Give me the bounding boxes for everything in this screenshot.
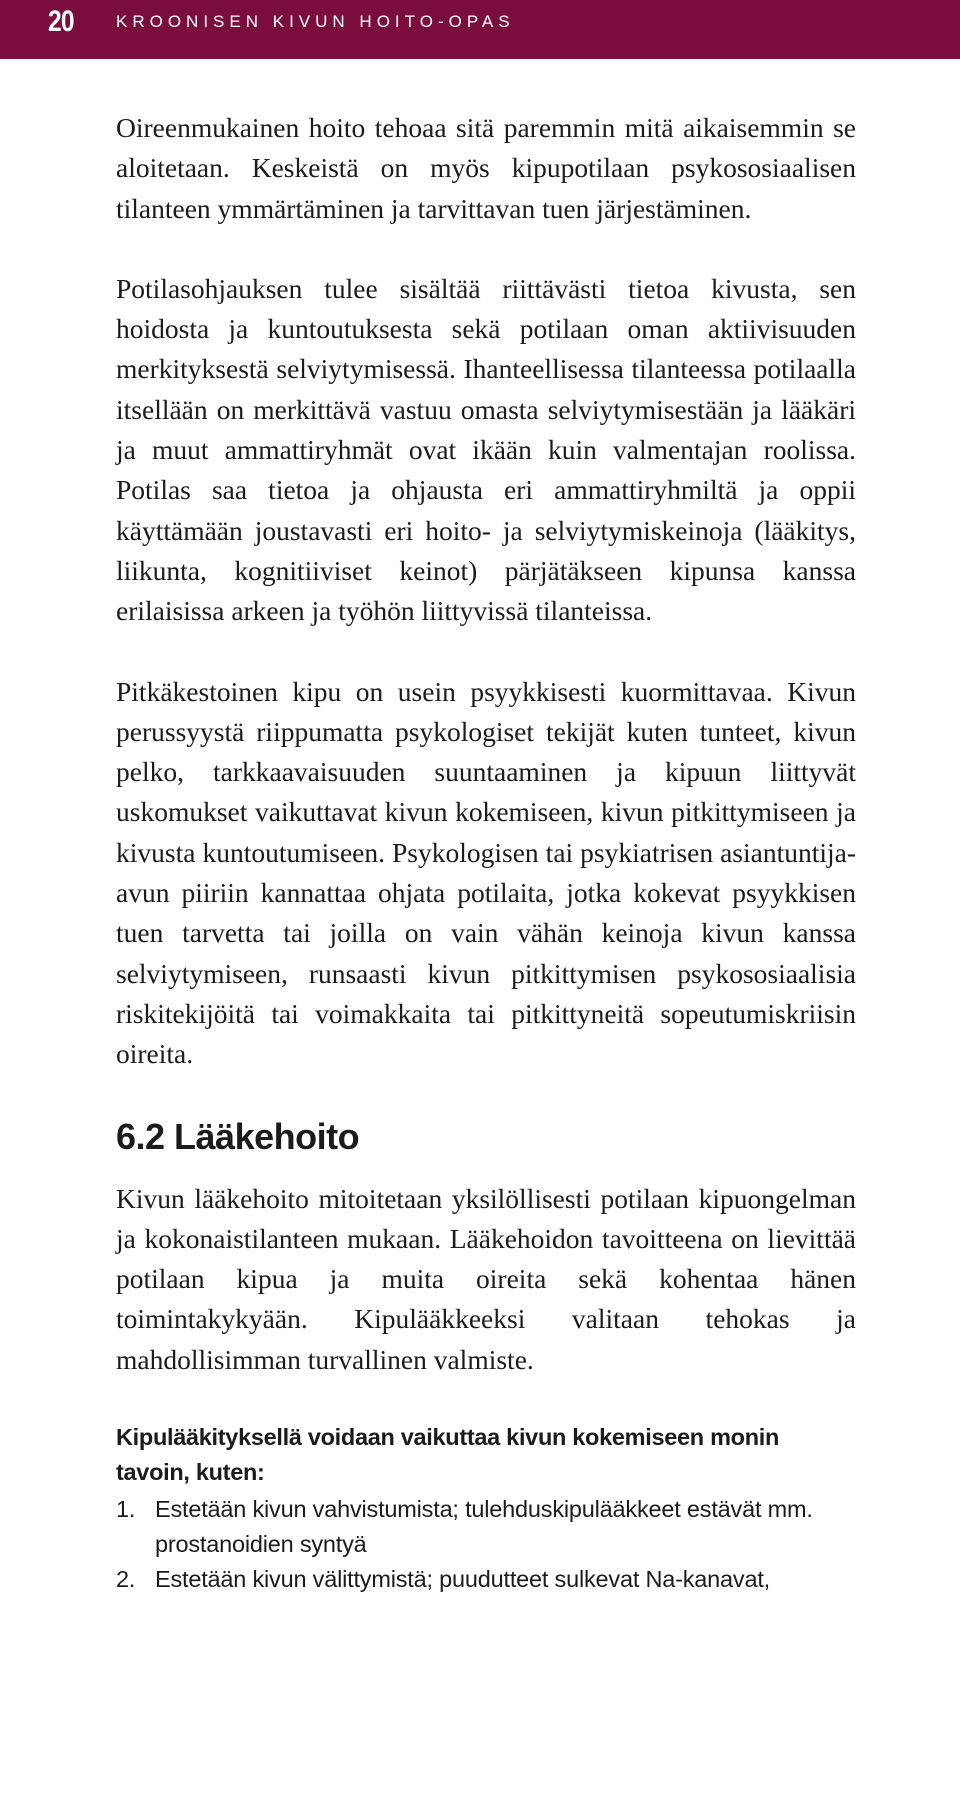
section-heading: 6.2 Lääkehoito (116, 1115, 360, 1157)
page-content (116, 108, 856, 1597)
list-item-text: Estetään kivun välittymistä; puudutteet sulkevat Na-kanavat, (155, 1566, 770, 1593)
section-paragraph: Kivun lääkehoito mitoitetaan yksilöllisesti potilaan kipuongelman ja kokonaistilanteen mukaan. Lääkehoidon tavoitteena on lievittää potilaan kipua ja muita oireita sekä kohentaa hänen toimintakykyään. Kipulääkkeeksi valitaan tehokas ja mahdollisimman turvallinen valmiste. (116, 1182, 856, 1375)
body-paragraph: Pitkäkestoinen kipu on usein psyykkisesti kuormittavaa. Kivun perussyystä riippumatta psykologiset tekijät kuten tunteet, kivun pelko, tarkkaavaisuuden suuntaaminen ja kipuun liittyvät uskomukset vaikuttavat kivun kokemiseen, kivun pitkittymiseen ja kivusta kuntoutumiseen. Psykologisen tai psykiatrisen asiantuntija-avun piiriin kannattaa ohjata potilaita, jotka kokevat psyykkisen tuen tarvetta tai joilla on vain vähän keinoja kivun kanssa selviytymiseen, runsaasti kivun pitkittymisen psykososiaalisia riskitekijöitä tai voimakkaita tai pitkittyneitä sopeutumiskriisin oireita. (116, 675, 856, 1070)
numbered-list (116, 1492, 856, 1597)
body-paragraph: Oireenmukainen hoito tehoaa sitä paremmin mitä aikaisemmin se aloitetaan. Keskeistä on myös kipupotilaan psykososiaalisen tilanteen ymmärtäminen ja tarvittavan tuen järjestäminen. (116, 112, 856, 224)
list-item-number: 2. (116, 1566, 136, 1593)
list-item-text: Estetään kivun vahvistumista; tulehduskipulääkkeet estävät mm. prostanoidien syntyä (155, 1496, 813, 1558)
list-intro: Kipulääkityksellä voidaan vaikuttaa kivun kokemiseen monin tavoin, kuten: (116, 1424, 780, 1486)
list-item (116, 1562, 856, 1597)
page-number: 20 (48, 5, 74, 38)
body-paragraph: Potilasohjauksen tulee sisältää riittävästi tietoa kivusta, sen hoidosta ja kuntoutuksesta sekä potilaan oman aktiivisuuden merkityksestä selviytymisessä. Ihanteellisessa tilanteessa potilaalla itsellään on merkittävä vastuu omasta selviytymisestään ja lääkäri ja muut ammattiryhmät ovat ikään kuin valmentajan roolissa. Potilas saa tietoa ja ohjausta eri ammattiryhmiltä ja oppii käyttämään joustavasti eri hoito- ja selviytymiskeinoja (lääkitys, liikunta, kognitiiviset keinot) pärjätäkseen kipunsa kanssa erilaisissa arkeen ja työhön liittyvissä tilanteissa. (116, 272, 856, 627)
running-title: KROONISEN KIVUN HOITO-OPAS (116, 12, 515, 31)
list-item (116, 1492, 856, 1562)
list-item-number: 1. (116, 1496, 136, 1523)
page-header (0, 0, 960, 59)
